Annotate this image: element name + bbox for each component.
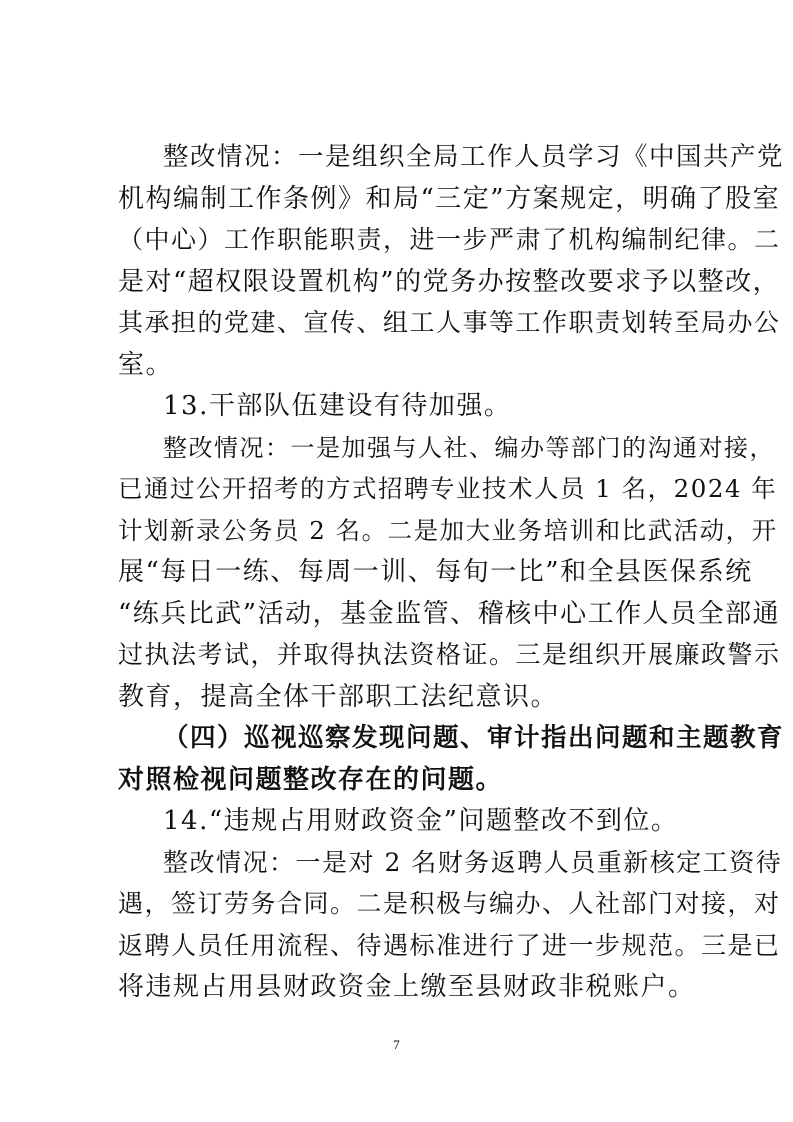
paragraph-line: 整改情况：一是对 2 名财务返聘人员重新核定工资待	[163, 848, 783, 877]
paragraph-line: 返聘人员任用流程、待遇标准进行了进一步规范。三是已	[118, 931, 781, 960]
paragraph-line: 室。	[118, 350, 174, 380]
paragraph-line: 教育，提高全体干部职工法纪意识。	[118, 682, 559, 712]
paragraph-line: 机构编制工作条例》和局“三定”方案规定，明确了股室	[118, 184, 781, 214]
paragraph-line: 遇，签订劳务合同。二是积极与编办、人社部门对接，对	[118, 889, 781, 918]
item-heading: 14.“违规占用财政资金”问题整改不到位。	[163, 806, 679, 836]
paragraph-line: 整改情况：一是加强与人社、编办等部门的沟通对接，	[163, 434, 775, 462]
paragraph-line: 计划新录公务员 2 名。二是加大业务培训和比武活动，开	[118, 516, 778, 545]
section-heading: （四）巡视巡察发现问题、审计指出问题和主题教育	[163, 723, 785, 753]
paragraph-line: 整改情况：一是组织全局工作人员学习《中国共产党	[163, 142, 785, 172]
paragraph-line: “练兵比武”活动，基金监管、稽核中心工作人员全部通	[118, 599, 781, 629]
item-heading: 13.干部队伍建设有待加强。	[163, 391, 512, 421]
paragraph-line: 过执法考试，并取得执法资格证。三是组织开展廉政警示	[118, 640, 781, 669]
paragraph-line: （中心）工作职能职责，进一步严肃了机构编制纪律。二	[118, 225, 781, 254]
paragraph-line: 展“每日一练、每周一训、每旬一比”和全县医保系统	[118, 557, 753, 587]
paragraph-line: 其承担的党建、宣传、组工人事等工作职责划转至局办公	[118, 308, 781, 337]
paragraph-line: 已通过公开招考的方式招聘专业技术人员 1 名，2024 年	[118, 474, 778, 503]
page-number: 7	[393, 1037, 400, 1052]
paragraph-line: 将违规占用县财政资金上缴至县财政非税账户。	[118, 972, 696, 1002]
section-heading: 对照检视问题整改存在的问题。	[118, 765, 504, 795]
paragraph-line: 是对“超权限设置机构”的党务办按整改要求予以整改，	[118, 267, 781, 297]
